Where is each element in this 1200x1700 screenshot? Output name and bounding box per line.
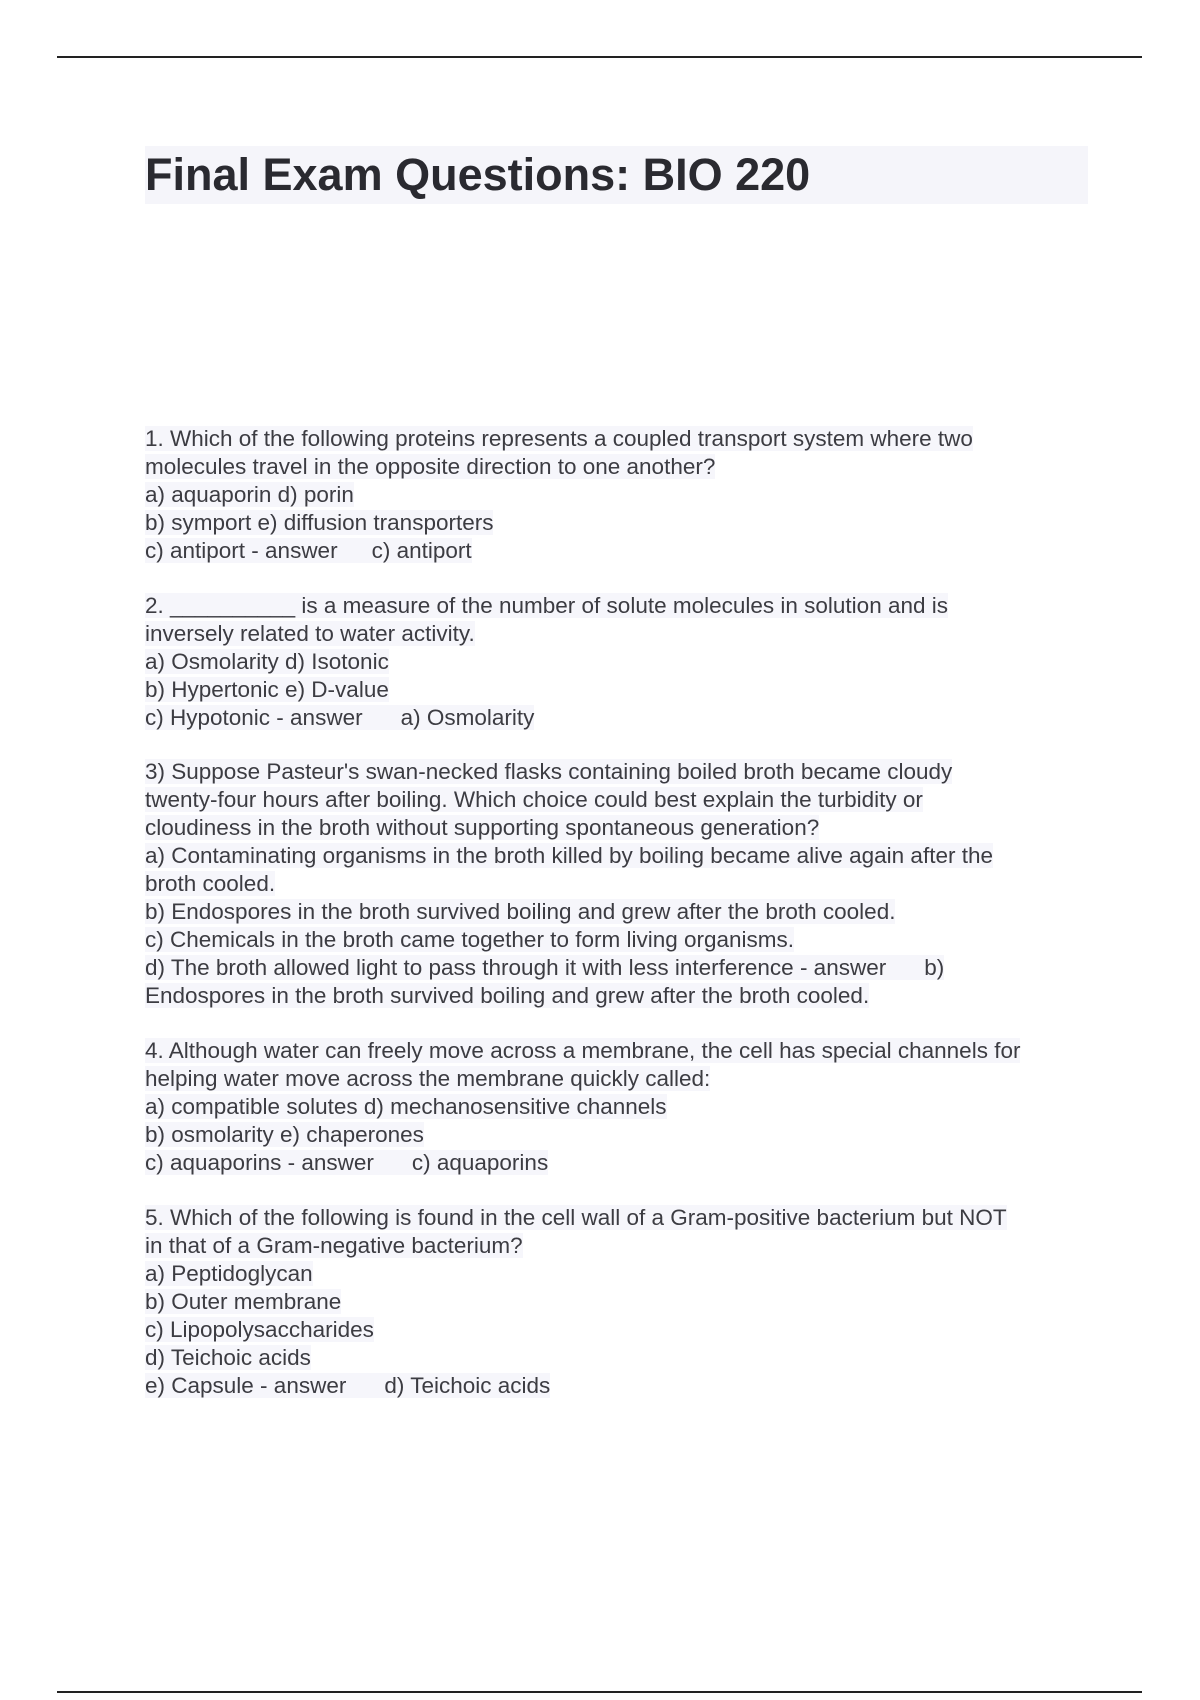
answer-label: c) antiport - answer bbox=[145, 538, 338, 563]
option-line: c) Lipopolysaccharides bbox=[145, 1317, 374, 1342]
answer-line bbox=[145, 1149, 1105, 1177]
option-line: a) Peptidoglycan bbox=[145, 1261, 313, 1286]
option-line: a) compatible solutes d) mechanosensitive channels bbox=[145, 1094, 667, 1119]
question-text-line: helping water move across the membrane quickly called: bbox=[145, 1066, 711, 1091]
question-text-line: 2. __________ is a measure of the number of solute molecules in solution and is bbox=[145, 593, 949, 618]
answer-line bbox=[145, 954, 1105, 982]
option-line: b) symport e) diffusion transporters bbox=[145, 510, 494, 535]
answer-value: Endospores in the broth survived boiling and grew after the broth cooled. bbox=[145, 983, 870, 1008]
answer-line bbox=[145, 537, 1105, 565]
question-text-line: 5. Which of the following is found in the cell wall of a Gram-positive bacterium but NOT bbox=[145, 1205, 1007, 1230]
question-1 bbox=[145, 425, 1105, 565]
answer-value: c) antiport bbox=[371, 538, 472, 563]
option-line: broth cooled. bbox=[145, 871, 276, 896]
option-line: a) Osmolarity d) Isotonic bbox=[145, 649, 389, 674]
option-line: d) Teichoic acids bbox=[145, 1345, 311, 1370]
answer-value: d) Teichoic acids bbox=[384, 1373, 551, 1398]
question-4 bbox=[145, 1037, 1105, 1177]
answer-line bbox=[145, 704, 1105, 732]
question-text-line: 1. Which of the following proteins represents a coupled transport system where two bbox=[145, 426, 973, 451]
document-title: Final Exam Questions: BIO 220 bbox=[145, 146, 1088, 204]
answer-value: a) Osmolarity bbox=[400, 705, 535, 730]
answer-line bbox=[145, 1372, 1105, 1400]
option-line: c) Chemicals in the broth came together to form living organisms. bbox=[145, 927, 795, 952]
question-text-line: cloudiness in the broth without supporting spontaneous generation? bbox=[145, 815, 820, 840]
option-line: a) aquaporin d) porin bbox=[145, 482, 354, 507]
answer-label: e) Capsule - answer bbox=[145, 1373, 347, 1398]
question-text-line: 3) Suppose Pasteur's swan-necked flasks containing boiled broth became cloudy bbox=[145, 759, 953, 784]
bottom-rule bbox=[57, 1691, 1142, 1693]
question-2 bbox=[145, 592, 1105, 732]
option-line: b) Endospores in the broth survived boiling and grew after the broth cooled. bbox=[145, 899, 896, 924]
question-text-line: molecules travel in the opposite direction to one another? bbox=[145, 454, 716, 479]
question-3 bbox=[145, 758, 1105, 1010]
answer-label: d) The broth allowed light to pass through it with less interference - answer bbox=[145, 955, 887, 980]
answer-value: b) bbox=[924, 955, 945, 980]
question-5 bbox=[145, 1204, 1105, 1400]
question-text-line: 4. Although water can freely move across a membrane, the cell has special channels for bbox=[145, 1038, 1021, 1063]
option-line: a) Contaminating organisms in the broth killed by boiling became alive again after the bbox=[145, 843, 993, 868]
option-line: b) Hypertonic e) D-value bbox=[145, 677, 389, 702]
option-line: b) Outer membrane bbox=[145, 1289, 342, 1314]
question-text-line: inversely related to water activity. bbox=[145, 621, 475, 646]
option-line: b) osmolarity e) chaperones bbox=[145, 1122, 424, 1147]
question-text-line: twenty-four hours after boiling. Which choice could best explain the turbidity or bbox=[145, 787, 923, 812]
top-rule bbox=[57, 56, 1142, 58]
answer-label: c) aquaporins - answer bbox=[145, 1150, 374, 1175]
answer-line bbox=[145, 982, 1105, 1010]
question-text-line: in that of a Gram-negative bacterium? bbox=[145, 1233, 523, 1258]
answer-label: c) Hypotonic - answer bbox=[145, 705, 363, 730]
answer-value: c) aquaporins bbox=[411, 1150, 549, 1175]
